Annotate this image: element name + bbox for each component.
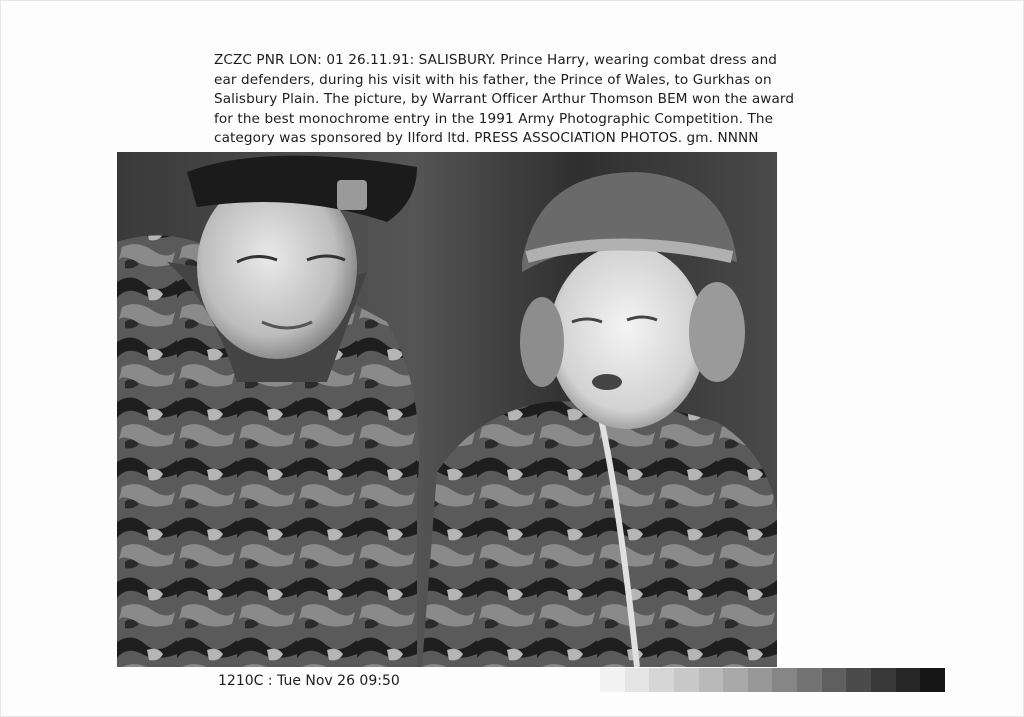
greyscale-step xyxy=(920,668,945,692)
greyscale-step xyxy=(748,668,773,692)
greyscale-step xyxy=(896,668,921,692)
photo-caption xyxy=(214,51,894,149)
monochrome-photograph xyxy=(117,152,777,667)
greyscale-step xyxy=(846,668,871,692)
caption-line: for the best monochrome entry in the 1991 Army Photographic Competition. The xyxy=(214,110,774,127)
greyscale-calibration-strip xyxy=(600,668,945,692)
transmission-stamp: 1210C : Tue Nov 26 09:50 xyxy=(218,673,400,689)
greyscale-step xyxy=(674,668,699,692)
greyscale-step xyxy=(649,668,674,692)
greyscale-step xyxy=(822,668,847,692)
greyscale-step xyxy=(600,668,625,692)
greyscale-step xyxy=(871,668,896,692)
caption-line: ZCZC PNR LON: 01 26.11.91: SALISBURY. Prince Harry, wearing combat dress and xyxy=(214,52,778,68)
greyscale-step xyxy=(625,668,650,692)
caption-line: ear defenders, during his visit with his father, the Prince of Wales, to Gurkhas on xyxy=(214,71,772,88)
photograph-illustration xyxy=(117,152,777,667)
caption-line: category was sponsored by Ilford ltd. PRESS ASSOCIATION PHOTOS. gm. NNNN xyxy=(214,130,759,147)
greyscale-step xyxy=(797,668,822,692)
greyscale-step xyxy=(699,668,724,692)
greyscale-step xyxy=(772,668,797,692)
caption-line: Salisbury Plain. The picture, by Warrant Officer Arthur Thomson BEM won the award xyxy=(214,91,795,108)
greyscale-step xyxy=(723,668,748,692)
